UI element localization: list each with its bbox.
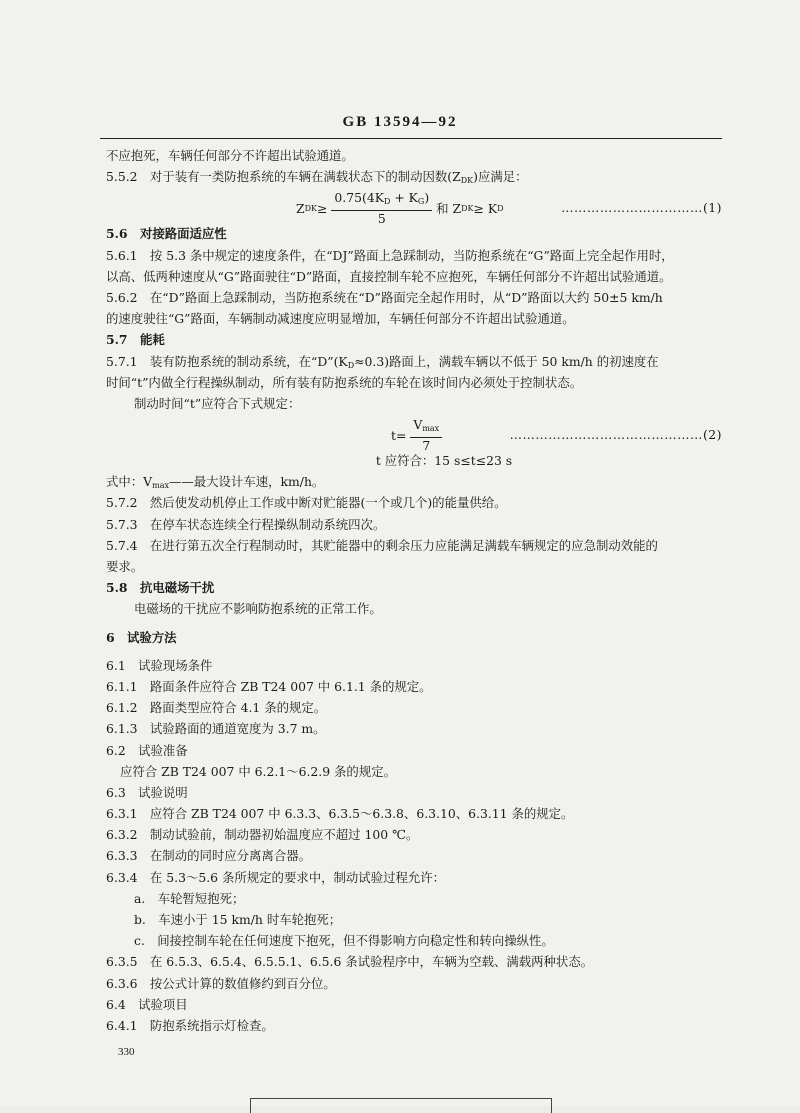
fraction <box>331 191 432 226</box>
formula-number: ………………………………………(2) <box>509 427 722 443</box>
section-5-6-heading: 5.6 对接路面适应性 <box>106 226 227 242</box>
clause-5-7-4-line-1: 5.7.4 在进行第五次全行程制动时，其贮能器中的剩余压力应能满足满载车辆规定的应急制动效能的 <box>106 537 658 553</box>
subscript: D <box>347 360 355 370</box>
clause-5-6-1-line-2: 以高、低两种速度从“G”路面驶往“D”路面，直接控制车轮不应抱死，车辆任何部分不许超出试验通道。 <box>106 268 672 284</box>
formula-symbol: t= <box>391 427 407 443</box>
paragraph-line: 不应抱死，车辆任何部分不许超出试验通道。 <box>106 148 354 163</box>
formula-2-condition: t 应符合：15 s≤t≤23 s <box>375 453 513 469</box>
clause-5-7-2: 5.7.2 然后使发动机停止工作或中断对贮能器(一个或几个)的能量供给。 <box>106 495 507 511</box>
clause-6-4-1: 6.4.1 防抱系统指示灯检查。 <box>106 1017 274 1033</box>
section-6-4-heading: 6.4 试验项目 <box>106 996 188 1012</box>
clause-5-7-4-line-2: 要求。 <box>106 559 144 574</box>
clause-6-1-2: 6.1.2 路面类型应符合 4.1 条的规定。 <box>106 700 327 716</box>
formula-2-expression <box>391 418 446 453</box>
section-6-1-heading: 6.1 试验现场条件 <box>106 657 213 673</box>
clause-5-7-1-line-3: 制动时间“t”应符合下式规定： <box>134 395 301 411</box>
clause-5-7-3: 5.7.3 在停车状态连续全行程操纵制动系统四次。 <box>106 516 386 532</box>
header-rule <box>100 138 722 139</box>
section-5-8-text: 电磁场的干扰应不影响防抱系统的正常工作。 <box>134 601 382 617</box>
clause-6-3-6: 6.3.6 按公式计算的数值修约到百分位。 <box>106 975 336 991</box>
formula-1 <box>106 187 722 227</box>
clause-5-5-2 <box>106 166 722 187</box>
clause-6-3-2: 6.3.2 制动试验前，制动器初始温度应不超过 100 ℃。 <box>106 827 419 843</box>
standard-number-header: GB 13594—92 <box>342 114 458 130</box>
section-6-heading: 6 试验方法 <box>106 629 177 645</box>
clause-text: 5.5.2 对于装有一类防抱系统的车辆在满载状态下的制动因数(Z <box>106 169 461 185</box>
document-body <box>106 145 722 1036</box>
section-5-7-heading: 5.7 能耗 <box>106 332 165 348</box>
formula-symbol: ≥ <box>317 201 328 217</box>
clause-text: )应满足： <box>473 169 528 185</box>
clause-5-6-1-line-1: 5.6.1 按 5.3 条中规定的速度条件，在“DJ”路面上急踩制动，当防抱系统在“G”路面上完全起作用时， <box>106 247 674 263</box>
fraction <box>410 418 442 453</box>
formula-1-expression <box>296 191 504 226</box>
clause-5-6-2-line-2: 的速度驶往“G”路面，车辆制动减速度应明显增加，车辆任何部分不许超出试验通道。 <box>106 311 575 327</box>
formula-symbol: 和 Z <box>436 201 462 217</box>
page-number: 330 <box>118 1046 135 1058</box>
clause-6-3-5: 6.3.5 在 6.5.3、6.5.4、6.5.5.1、6.5.6 条试验程序中，车辆为空载、满载两种状态。 <box>106 954 594 970</box>
formula-2-where: 式中：$V_{max}——$最大设计车速，km/h。 <box>106 474 325 491</box>
subscript: DK <box>460 176 474 186</box>
clause-5-7-1-line-1: 5.7.1 装有防抱系统的制动系统，在“$D”(K_D\approx 0.3)$路面上，满载车辆以不低于 50 km/h 的初速度在 <box>106 353 659 370</box>
formula-2 <box>106 414 722 454</box>
fraction-denominator: 5 <box>377 211 386 227</box>
section-6-2-text: 应符合 ZB T24 007 中 6.2.1～6.2.9 条的规定。 <box>120 763 396 779</box>
fraction-denominator: 7 <box>422 438 431 454</box>
clause-5-7-1-line-2: 时间“t”内做全行程操纵制动，所有装有防抱系统的车轮在该时间内必须处于控制状态。 <box>106 374 583 390</box>
formula-number: ……………………………(1) <box>561 200 722 216</box>
clause-6-3-3: 6.3.3 在制动的同时应分离离合器。 <box>106 848 311 864</box>
fraction-numerator: $0.75(4K_D + K_G)$ <box>331 191 432 211</box>
clause-6-3-1: 6.3.1 应符合 ZB T24 007 中 6.3.3、6.3.5～6.3.8、6.3.10、6.3.11 条的规定。 <box>106 806 574 822</box>
clause-5-6-2-line-1: 5.6.2 在“D”路面上急踩制动，当防抱系统在“D”路面完全起作用时，从“D”路面以大约 50±5 km/h <box>106 289 663 305</box>
list-item-b: b. 车速小于 15 km/h 时车轮抱死； <box>134 912 342 927</box>
clause-6-1-3: 6.1.3 试验路面的通道宽度为 3.7 m。 <box>106 721 326 737</box>
clause-6-3-4: 6.3.4 在 5.3～5.6 条所规定的要求中，制动试验过程允许： <box>106 869 446 885</box>
clause-6-1-1: 6.1.1 路面条件应符合 ZB T24 007 中 6.1.1 条的规定。 <box>106 678 432 694</box>
list-item-a: a. 车轮暂短抱死； <box>134 890 245 906</box>
list-item-c: c. 间接控制车轮在任何速度下抱死，但不得影响方向稳定性和转向操纵性。 <box>134 933 554 949</box>
section-6-3-heading: 6.3 试验说明 <box>106 784 188 800</box>
section-5-8-heading: 5.8 抗电磁场干扰 <box>106 580 215 596</box>
fraction-numerator: $V_{max}$ <box>410 418 442 438</box>
formula-symbol: Z <box>296 201 305 217</box>
formula-symbol: ≥ K <box>473 201 498 217</box>
subscript: DK <box>304 204 317 214</box>
subscript: DK <box>461 204 474 214</box>
subscript: max <box>152 481 169 491</box>
subscript: D <box>497 204 504 214</box>
section-6-2-heading: 6.2 试验准备 <box>106 742 188 758</box>
